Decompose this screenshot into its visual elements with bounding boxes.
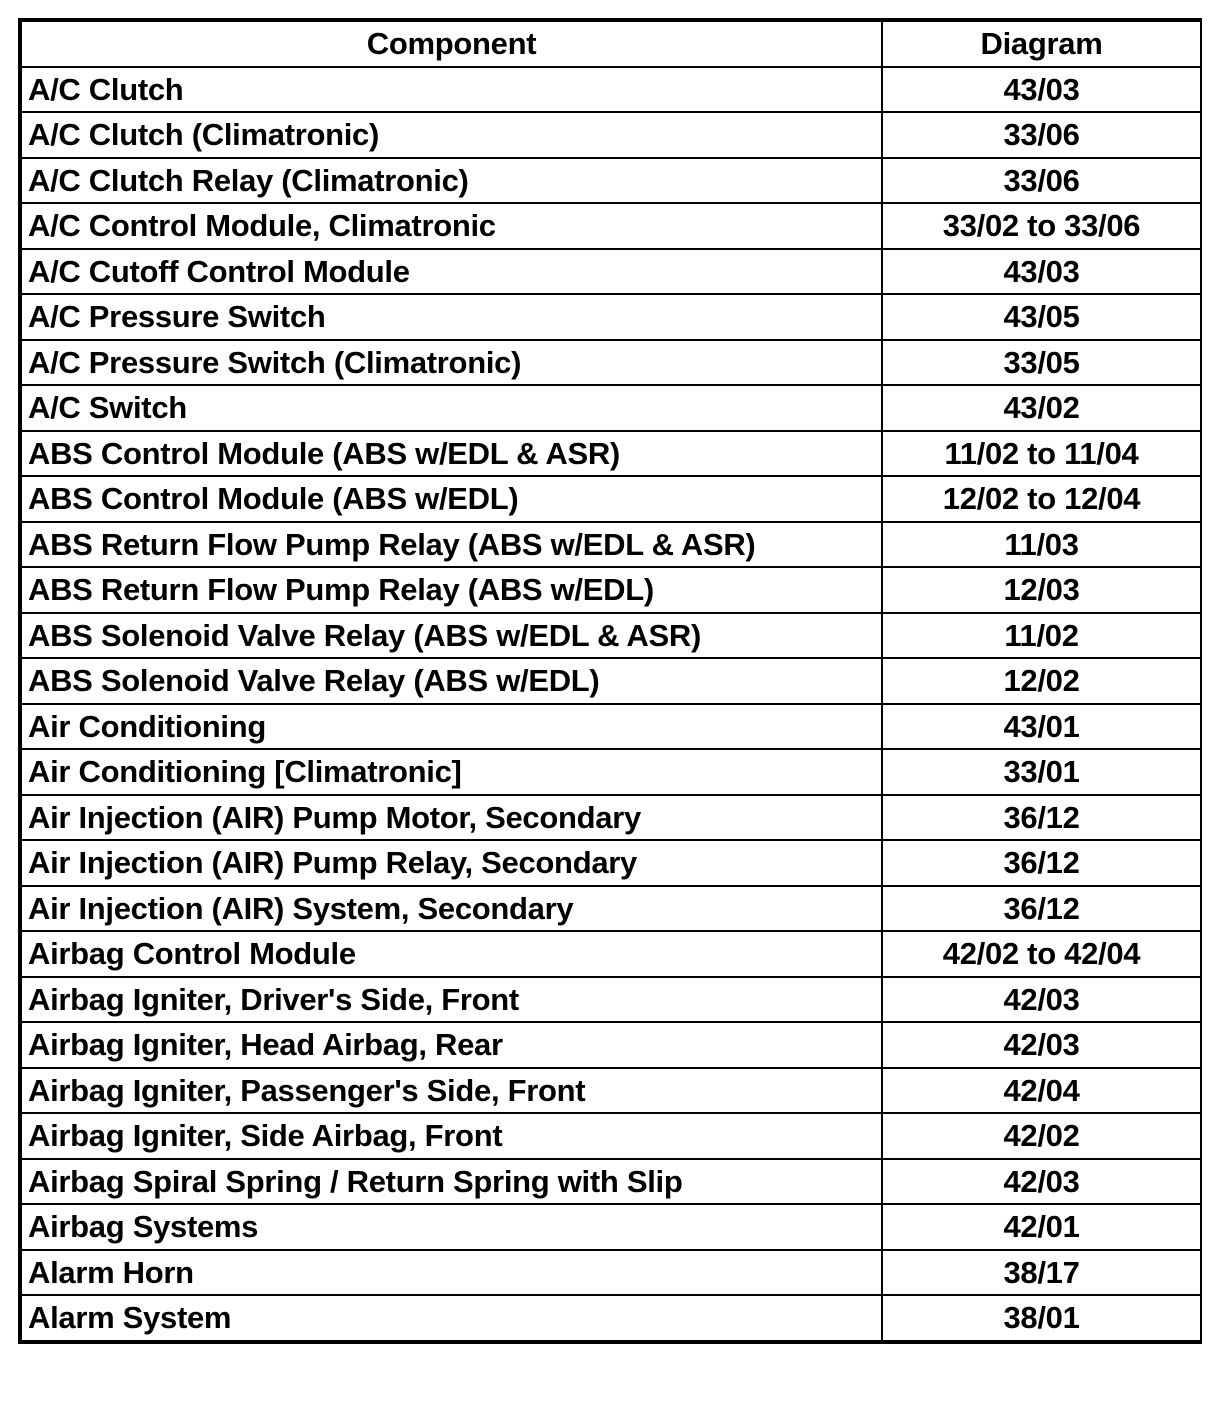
component-index-table (20, 20, 1202, 1342)
table-row (21, 931, 1201, 977)
table-row (21, 749, 1201, 795)
table-row (21, 1159, 1201, 1205)
diagram-cell: 36/12 (882, 840, 1201, 886)
diagram-cell: 33/01 (882, 749, 1201, 795)
diagram-cell: 42/03 (882, 1159, 1201, 1205)
diagram-cell: 42/03 (882, 977, 1201, 1023)
diagram-cell: 42/03 (882, 1022, 1201, 1068)
diagram-cell: 33/05 (882, 340, 1201, 386)
component-cell: ABS Solenoid Valve Relay (ABS w/EDL & ASR) (21, 613, 882, 659)
component-cell: Alarm Horn (21, 1250, 882, 1296)
column-header-diagram: Diagram (882, 21, 1201, 67)
component-cell: ABS Solenoid Valve Relay (ABS w/EDL) (21, 658, 882, 704)
table-row (21, 840, 1201, 886)
table-row (21, 522, 1201, 568)
component-cell: A/C Clutch (21, 67, 882, 113)
diagram-cell: 36/12 (882, 886, 1201, 932)
component-cell: ABS Control Module (ABS w/EDL) (21, 476, 882, 522)
diagram-cell: 43/05 (882, 294, 1201, 340)
diagram-cell: 42/02 to 42/04 (882, 931, 1201, 977)
component-cell: A/C Switch (21, 385, 882, 431)
component-cell: Airbag Igniter, Passenger's Side, Front (21, 1068, 882, 1114)
table-row (21, 1250, 1201, 1296)
diagram-cell: 33/06 (882, 112, 1201, 158)
component-cell: A/C Pressure Switch (21, 294, 882, 340)
component-cell: A/C Pressure Switch (Climatronic) (21, 340, 882, 386)
component-cell: ABS Return Flow Pump Relay (ABS w/EDL & ASR) (21, 522, 882, 568)
component-cell: A/C Clutch (Climatronic) (21, 112, 882, 158)
component-cell: Airbag Igniter, Head Airbag, Rear (21, 1022, 882, 1068)
table-row (21, 1204, 1201, 1250)
diagram-cell: 11/02 (882, 613, 1201, 659)
component-cell: Air Conditioning [Climatronic] (21, 749, 882, 795)
component-cell: Airbag Spiral Spring / Return Spring with Slip (21, 1159, 882, 1205)
table-header (21, 21, 1201, 67)
table-row (21, 658, 1201, 704)
component-cell: ABS Control Module (ABS w/EDL & ASR) (21, 431, 882, 477)
table-row (21, 886, 1201, 932)
diagram-cell: 36/12 (882, 795, 1201, 841)
component-cell: Alarm System (21, 1295, 882, 1341)
table-row (21, 613, 1201, 659)
component-cell: Airbag Igniter, Side Airbag, Front (21, 1113, 882, 1159)
component-cell: A/C Clutch Relay (Climatronic) (21, 158, 882, 204)
column-header-component: Component (21, 21, 882, 67)
table-row (21, 1022, 1201, 1068)
table-row (21, 977, 1201, 1023)
diagram-cell: 43/02 (882, 385, 1201, 431)
diagram-cell: 42/02 (882, 1113, 1201, 1159)
diagram-cell: 42/04 (882, 1068, 1201, 1114)
table-row (21, 340, 1201, 386)
table-row (21, 249, 1201, 295)
header-row (21, 21, 1201, 67)
component-cell: Airbag Igniter, Driver's Side, Front (21, 977, 882, 1023)
diagram-cell: 43/03 (882, 249, 1201, 295)
diagram-cell: 38/01 (882, 1295, 1201, 1341)
diagram-cell: 42/01 (882, 1204, 1201, 1250)
diagram-cell: 33/06 (882, 158, 1201, 204)
component-cell: Air Injection (AIR) System, Secondary (21, 886, 882, 932)
table-row (21, 1113, 1201, 1159)
component-cell: ABS Return Flow Pump Relay (ABS w/EDL) (21, 567, 882, 613)
diagram-cell: 43/01 (882, 704, 1201, 750)
table-row (21, 1295, 1201, 1341)
diagram-cell: 12/02 (882, 658, 1201, 704)
table-row (21, 294, 1201, 340)
table-row (21, 1068, 1201, 1114)
table-row (21, 67, 1201, 113)
diagram-cell: 43/03 (882, 67, 1201, 113)
table-row (21, 112, 1201, 158)
diagram-cell: 11/03 (882, 522, 1201, 568)
table-row (21, 203, 1201, 249)
table-row (21, 795, 1201, 841)
table-body (21, 67, 1201, 1341)
diagram-cell: 38/17 (882, 1250, 1201, 1296)
table-row (21, 567, 1201, 613)
component-cell: Air Conditioning (21, 704, 882, 750)
table-row (21, 158, 1201, 204)
table-row (21, 431, 1201, 477)
component-cell: Air Injection (AIR) Pump Motor, Secondary (21, 795, 882, 841)
component-index-table-wrapper (18, 18, 1202, 1344)
diagram-cell: 12/03 (882, 567, 1201, 613)
table-row (21, 476, 1201, 522)
component-cell: A/C Control Module, Climatronic (21, 203, 882, 249)
component-cell: Airbag Systems (21, 1204, 882, 1250)
component-cell: Air Injection (AIR) Pump Relay, Secondary (21, 840, 882, 886)
diagram-cell: 11/02 to 11/04 (882, 431, 1201, 477)
component-cell: Airbag Control Module (21, 931, 882, 977)
table-row (21, 385, 1201, 431)
diagram-cell: 12/02 to 12/04 (882, 476, 1201, 522)
table-row (21, 704, 1201, 750)
component-cell: A/C Cutoff Control Module (21, 249, 882, 295)
diagram-cell: 33/02 to 33/06 (882, 203, 1201, 249)
